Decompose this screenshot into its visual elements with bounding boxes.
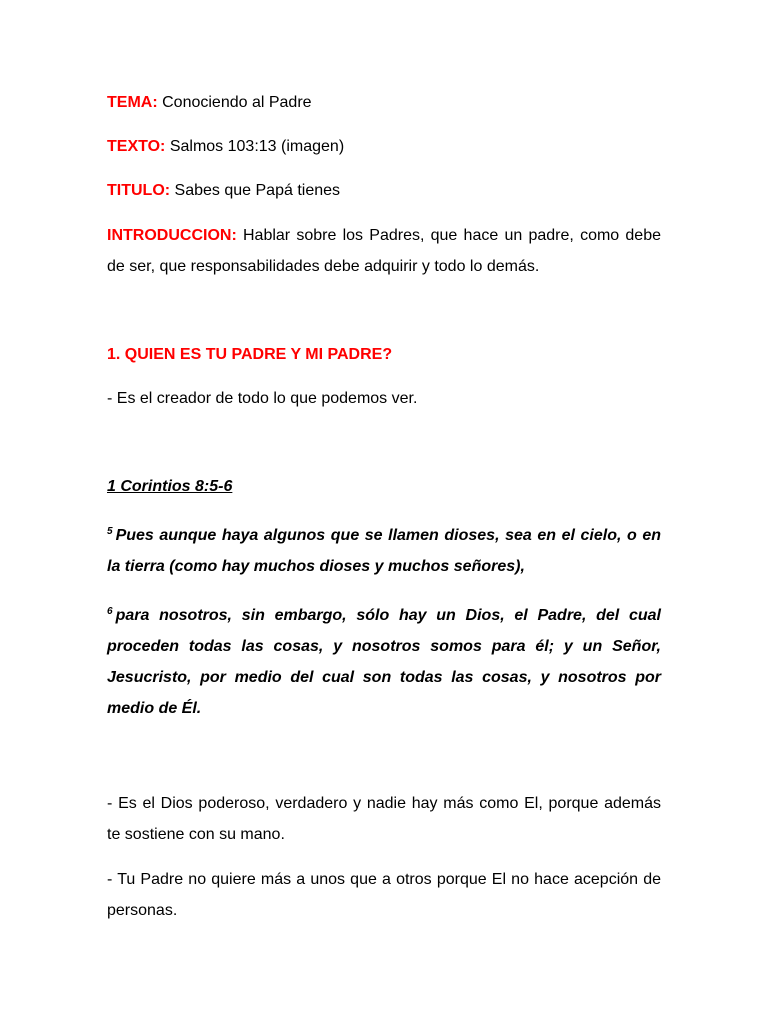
point-creator: - Es el creador de todo lo que podemos ver. [107, 390, 418, 407]
verse-5-text: Pues aunque haya algunos que se llamen dioses, sea en el cielo, o en la tierra (como hay muchos dioses y muchos señores), [107, 527, 661, 575]
tema-line [107, 87, 661, 118]
introduccion-value: Hablar sobre los Padres, que hace un padre, como debe de ser, que responsabilidades debe adquirir y todo lo demás. [107, 227, 662, 275]
tema-label: TEMA: [107, 94, 158, 111]
verse-6 [107, 600, 661, 724]
verse-5-number: 5 [107, 526, 113, 537]
introduccion-label: INTRODUCCION: [107, 227, 237, 244]
titulo-line [107, 175, 661, 206]
titulo-label: TITULO: [107, 182, 171, 199]
introduccion-paragraph [107, 220, 661, 282]
texto-line [107, 131, 661, 162]
texto-value: Salmos 103:13 (imagen) [169, 138, 345, 155]
bible-reference: 1 Corintios 8:5-6 [107, 478, 233, 495]
verse-6-text: para nosotros, sin embargo, sólo hay un Dios, el Padre, del cual proceden todas las cosas, y nosotros somos para él; y un Señor, Jesucristo, por medio del cual son todas las cosas, y nosotros por medio de Él. [107, 607, 661, 717]
point-powerful-god: - Es el Dios poderoso, verdadero y nadie hay más como El, porque además te sostiene con su mano. [107, 795, 661, 843]
point-no-favoritism: - Tu Padre no quiere más a unos que a otros porque El no hace acepción de personas. [107, 871, 661, 919]
titulo-value: Sabes que Papá tienes [174, 182, 341, 199]
tema-value: Conociendo al Padre [162, 94, 312, 111]
texto-label: TEXTO: [107, 138, 166, 155]
verse-5 [107, 520, 661, 582]
verse-6-number: 6 [107, 606, 113, 617]
section-heading: 1. QUIEN ES TU PADRE Y MI PADRE? [107, 346, 393, 363]
